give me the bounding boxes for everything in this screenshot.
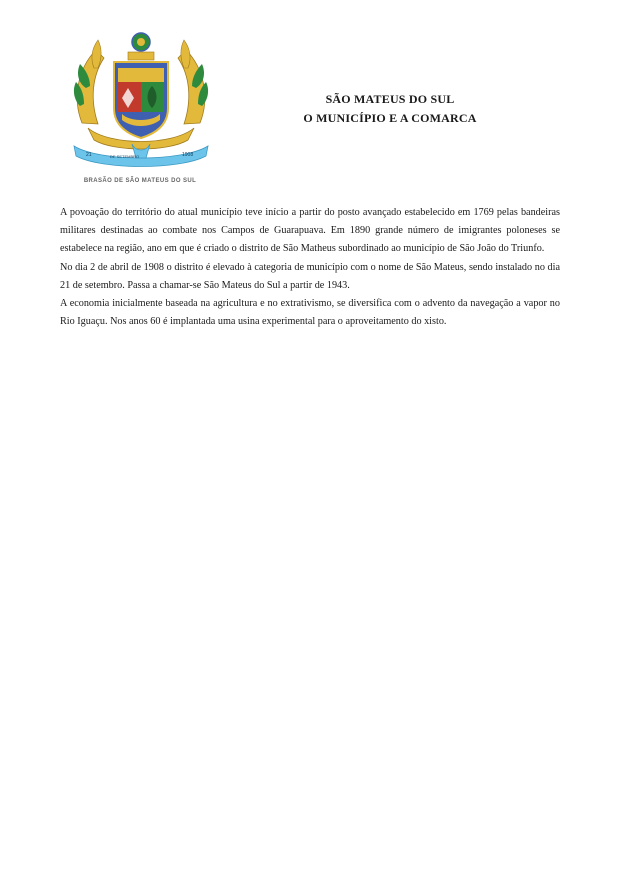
crown-icon xyxy=(128,33,154,60)
title-line-2: O MUNICÍPIO E A COMARCA xyxy=(303,111,477,125)
ribbon-right-text: 1908 xyxy=(182,152,194,158)
crest-caption: BRASÃO DE SÃO MATEUS DO SUL xyxy=(83,178,197,184)
left-corn-icon xyxy=(74,40,104,124)
ribbon-mid-text: DE SETEMBRO xyxy=(110,154,140,159)
page-title xyxy=(280,90,500,128)
coat-of-arms-icon xyxy=(70,28,212,168)
paragraph: A povoação do território do atual município teve início a partir do posto avançado estabelecido em 1769 pelas bandeiras militares destinadas ao combate nos Campos de Guarapuava. Em 1890 grande número de imigrantes poloneses se estabelece na região, ano em que é criado o distrito de São Matheus subordinado ao município de São João do Triunfo. xyxy=(60,207,560,255)
paragraph: A economia inicialmente baseada na agricultura e no extrativismo, se diversifica com o advento da navegação a vapor no Rio Iguaçu. Nos anos 60 é implantada uma usina experimental para o aproveitamento do xisto. xyxy=(60,298,560,328)
body-text xyxy=(60,204,560,331)
right-corn-icon xyxy=(178,40,208,124)
title-line-1: SÃO MATEUS DO SUL xyxy=(325,92,455,106)
ribbon-left-text: 21 xyxy=(86,152,92,158)
shield-icon xyxy=(114,62,168,138)
paragraph: No dia 2 de abril de 1908 o distrito é elevado à categoria de município com o nome de São Mateus, sendo instalado no dia 21 de setembro. Passa a chamar-se São Mateus do Sul a partir de 1943. xyxy=(60,261,560,291)
